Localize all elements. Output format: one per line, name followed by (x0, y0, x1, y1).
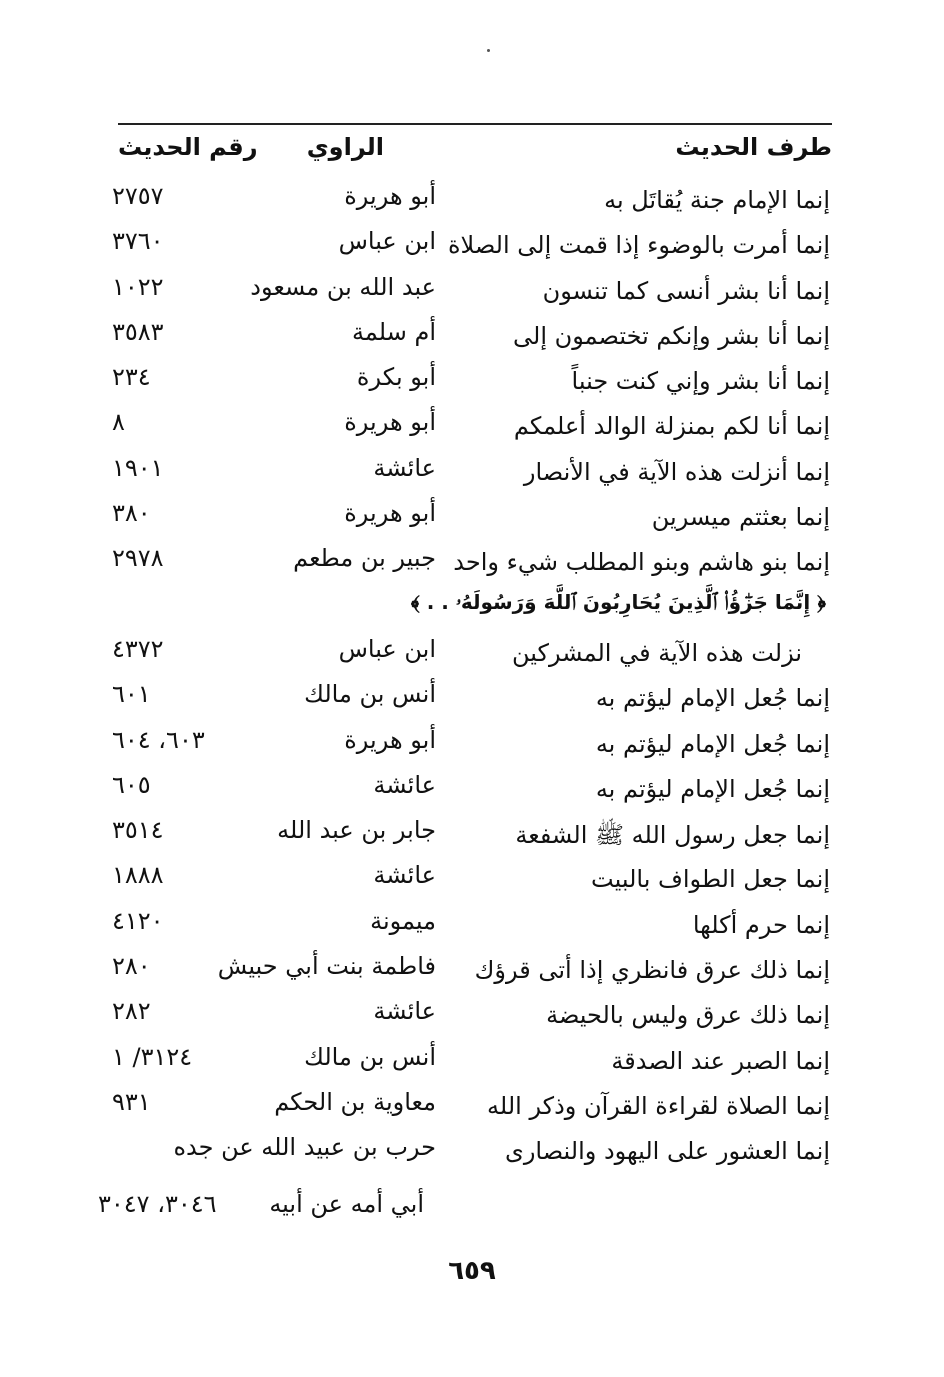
hadith-text: إنما الإمام جنة يُقاتَل به (604, 186, 830, 214)
hadith-number: ٢٧٥٧ (112, 182, 164, 210)
table-row (100, 816, 836, 861)
hadith-text: إنما جعل الطواف بالبيت (591, 865, 830, 894)
table-row (100, 1133, 836, 1178)
hadith-text: إنما العشور على اليهود والنصارى (505, 1137, 830, 1166)
table-row (100, 499, 836, 544)
narrator: أبو هريرة (344, 408, 436, 437)
table-row (100, 952, 836, 997)
hadith-number: ٣٨٠ (112, 499, 151, 528)
table-row (100, 1043, 836, 1088)
hadith-number: ٦٠٥ (112, 770, 151, 799)
narrator: ميمونة (370, 906, 436, 935)
page-number: ٦٥٩ (448, 1256, 496, 1286)
hadith-text: إنما أنا لكم بمنزلة الوالد أعلمكم (513, 412, 830, 441)
narrator: ابن عباس (338, 227, 436, 256)
hadith-text: إنما بنو هاشم وبنو المطلب شيء واحد (453, 548, 830, 577)
hadith-text: إنما الصبر عند الصدقة (611, 1046, 830, 1075)
hadith-number: ٢٩٧٨ (112, 544, 164, 573)
header-hadith: طرف الحديث (675, 133, 832, 161)
header-narrator: الراوي (306, 133, 384, 161)
hadith-number: ٨ (112, 408, 125, 437)
table-row (100, 273, 836, 318)
table-row (100, 771, 836, 816)
scan-speck (487, 49, 490, 52)
narrator: حرب بن عبيد الله عن جده (173, 1133, 436, 1162)
narrator: عائشة (373, 861, 436, 890)
hadith-number: ٣٧٦٠ (112, 227, 164, 256)
narrator: ابن عباس (338, 634, 436, 663)
table-row (100, 318, 836, 363)
hadith-number: ١٩٠١ (112, 453, 164, 482)
hadith-number: ٦٠١ (112, 680, 151, 709)
table-row (100, 182, 836, 227)
hadith-number: ٦٠٣، ٦٠٤ (112, 725, 205, 754)
hadith-index-table (100, 182, 836, 1179)
table-row (100, 454, 836, 499)
narrator: عبد الله بن مسعود (250, 272, 436, 301)
last-line-number: ٣٠٤٦، ٣٠٤٧ (98, 1190, 217, 1218)
hadith-number: ١٠٢٢ (112, 272, 164, 301)
hadith-text: إنما أنا بشر وإني كنت جنباً (571, 367, 830, 396)
table-row (100, 907, 836, 952)
hadith-text: إنما الصلاة لقراءة القرآن وذكر الله (487, 1091, 830, 1120)
narrator: أبو هريرة (344, 182, 436, 210)
narrator: أم سلمة (352, 317, 436, 346)
hadith-text: إنما جعل رسول الله ﷺ الشفعة (515, 821, 830, 850)
hadith-number: ٣١٢٤/ ١ (112, 1042, 193, 1071)
narrator: جبير بن مطعم (293, 544, 436, 573)
hadith-number: ٣٥٨٣ (112, 317, 164, 346)
quran-verse: ﴿ إِنَّمَا جَزَٰٓؤُا۟ ٱلَّذِينَ يُحَارِبُونَ ٱللَّهَ وَرَسُولَهُۥ . . ﴾ (410, 589, 826, 614)
table-row (100, 363, 836, 408)
hadith-text: إنما أنزلت هذه الآية في الأنصار (523, 457, 830, 486)
hadith-text: إنما حرم أكلها (692, 910, 830, 939)
hadith-text: إنما بعثتم ميسرين (651, 503, 830, 532)
narrator: فاطمة بنت أبي حبيش (217, 952, 436, 981)
narrator: أبو هريرة (344, 499, 436, 528)
header-rule (118, 123, 832, 125)
hadith-number: ٩٣١ (112, 1087, 151, 1116)
hadith-number: ١٨٨٨ (112, 861, 164, 890)
narrator: أبو هريرة (344, 725, 436, 754)
table-row (100, 1088, 836, 1133)
table-row (100, 635, 836, 680)
last-line-narrator: أبي أمه عن أبيه (269, 1190, 424, 1218)
table-row (100, 861, 836, 906)
table-row (100, 680, 836, 725)
narrator: أنس بن مالك (304, 680, 436, 709)
hadith-text: إنما جُعل الإمام ليؤتم به (595, 684, 830, 713)
hadith-text: إنما أنا بشر وإنكم تختصمون إلى (513, 321, 830, 350)
narrator: أنس بن مالك (304, 1042, 436, 1071)
narrator: جابر بن عبد الله (277, 816, 436, 845)
narrator: أبو بكرة (356, 363, 436, 392)
hadith-number: ٢٣٤ (112, 363, 151, 392)
hadith-number: ٣٥١٤ (112, 816, 164, 845)
hadith-text: إنما أمرت بالوضوء إذا قمت إلى الصلاة (447, 231, 830, 260)
table-row (100, 544, 836, 589)
hadith-number: ٤٣٧٢ (112, 634, 164, 663)
hadith-number: ٤١٢٠ (112, 906, 164, 935)
narrator: عائشة (373, 770, 436, 799)
hadith-number: ٢٨٢ (112, 997, 151, 1026)
hadith-text: إنما ذلك عرق وليس بالحيضة (546, 1001, 830, 1030)
hadith-text: إنما جُعل الإمام ليؤتم به (595, 729, 830, 758)
hadith-text: نزلت هذه الآية في المشركين (512, 638, 802, 667)
header-number: رقم الحديث (118, 133, 258, 161)
table-row (100, 590, 836, 635)
table-row (100, 726, 836, 771)
table-row (100, 408, 836, 453)
hadith-text: إنما ذلك عرق فانظري إذا أتى قرؤك (474, 956, 830, 985)
narrator: عائشة (373, 453, 436, 482)
table-row (100, 227, 836, 272)
hadith-text: إنما أنا بشر أنسى كما تنسون (542, 276, 830, 305)
table-row (100, 997, 836, 1042)
hadith-number: ٢٨٠ (112, 952, 151, 981)
narrator: معاوية بن الحكم (274, 1087, 436, 1116)
narrator: عائشة (373, 997, 436, 1026)
hadith-text: إنما جُعل الإمام ليؤتم به (595, 774, 830, 803)
